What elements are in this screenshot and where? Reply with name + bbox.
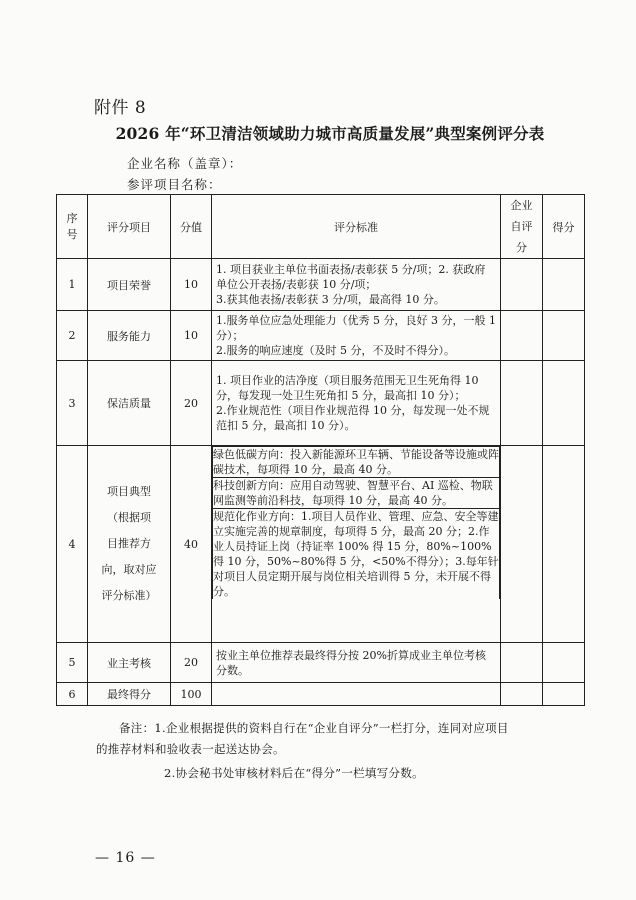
row-score: 10 bbox=[171, 259, 212, 311]
row-criteria bbox=[212, 311, 501, 361]
self-score-cell[interactable] bbox=[501, 311, 543, 361]
criteria-line: 3.获其他表扬/表彰获 3 分/项，最高得 10 分。 bbox=[216, 293, 445, 306]
row-score: 20 bbox=[171, 643, 212, 683]
note-line-1: 备注：1.企业根据提供的资料自行在“企业自评分”一栏打分，连同对应项目 bbox=[119, 721, 509, 735]
final-score-cell[interactable] bbox=[543, 259, 585, 311]
final-score-cell[interactable] bbox=[543, 361, 585, 446]
row-item: 保洁质量 bbox=[88, 361, 171, 446]
final-score-cell[interactable] bbox=[543, 643, 585, 683]
document-title: 2026 年“环卫清洁领域助力城市高质量发展”典型案例评分表 bbox=[115, 124, 545, 143]
self-score-cell[interactable] bbox=[501, 683, 543, 706]
table-row bbox=[57, 259, 585, 311]
self-score-cell[interactable] bbox=[501, 259, 543, 311]
row-number: 2 bbox=[57, 311, 88, 361]
header-score: 分值 bbox=[171, 195, 212, 259]
criteria-line: 1. 项目获业主单位书面表扬/表彰获 5 分/项；2. 获政府单位公开表扬/表彰获 10 分/项； bbox=[216, 263, 486, 291]
row-item bbox=[88, 446, 171, 643]
row-number: 1 bbox=[57, 259, 88, 311]
row-item: 服务能力 bbox=[88, 311, 171, 361]
header-final-score: 得分 bbox=[543, 195, 585, 259]
criteria-line: 2.作业规范性（项目作业规范得 10 分，每发现一处不规范扣 5 分，最高扣 10 分）。 bbox=[216, 404, 490, 432]
row-criteria bbox=[212, 683, 501, 706]
annex-label: 附件 8 bbox=[94, 98, 147, 118]
row-criteria bbox=[212, 361, 501, 446]
item-line: （根据项 bbox=[107, 511, 151, 524]
row-criteria bbox=[212, 446, 501, 643]
project-name-field: 参评项目名称： bbox=[127, 177, 222, 192]
row-item: 项目荣誉 bbox=[88, 259, 171, 311]
table-row bbox=[57, 311, 585, 361]
row-score: 100 bbox=[171, 683, 212, 706]
criteria-line: 1. 项目作业的洁净度（项目服务范围无卫生死角得 10 分，每发现一处卫生死角扣 5 分，最高扣 10 分）； bbox=[216, 374, 479, 402]
self-score-cell[interactable] bbox=[501, 361, 543, 446]
row-criteria bbox=[212, 643, 501, 683]
item-line: 目推荐方 bbox=[107, 537, 151, 550]
row-item: 最终得分 bbox=[88, 683, 171, 706]
company-name-field: 企业名称（盖章）： bbox=[127, 156, 243, 171]
item-line: 项目典型 bbox=[107, 485, 151, 498]
table-row bbox=[57, 683, 585, 706]
row-number: 4 bbox=[57, 446, 88, 643]
row-number: 5 bbox=[57, 643, 88, 683]
self-score-cell[interactable] bbox=[501, 446, 543, 643]
row-number: 3 bbox=[57, 361, 88, 446]
row-score: 10 bbox=[171, 311, 212, 361]
table-header-row bbox=[57, 195, 585, 259]
row-criteria bbox=[212, 259, 501, 311]
criteria-line: 按业主单位推荐表最终得分按 20%折算成业主单位考核分数。 bbox=[216, 648, 486, 677]
subcriteria-green: 绿色低碳方向：投入新能源环卫车辆、节能设备等设施或阵碳技术，每项得 10 分，最高 40 分。 bbox=[213, 448, 499, 476]
final-score-cell[interactable] bbox=[543, 446, 585, 643]
item-line: 向，取对应 bbox=[101, 563, 157, 576]
row-score: 20 bbox=[171, 361, 212, 446]
table-row bbox=[57, 446, 585, 643]
subcriteria-table bbox=[212, 446, 500, 599]
criteria-line: 2.服务的响应速度（及时 5 分，不及时不得分）。 bbox=[216, 344, 455, 357]
row-score: 40 bbox=[171, 446, 212, 643]
table-row bbox=[57, 361, 585, 446]
subcriteria-standard: 规范化作业方向：1.项目人员作业、管理、应急、安全等建立实施完善的规章制度，每项得 5 分，最高 20 分；2.作业人员持证上岗（持证率 100% 得 15 分，80%~100%得 10 分，50%~80%得 5 分，<50%不得分）；3.每年针对项目人员定期开展与岗位相关培训得 5 分，未开展不得分。 bbox=[213, 510, 499, 598]
header-item: 评分项目 bbox=[88, 195, 171, 259]
header-self-score: 企业自评分 bbox=[501, 195, 543, 259]
note-line-2: 的推荐材料和验收表一起送达协会。 bbox=[96, 742, 285, 756]
note-line-3: 2.协会秘书处审核材料后在“得分”一栏填写分数。 bbox=[164, 766, 424, 780]
page-number: — 16 — bbox=[95, 850, 156, 866]
criteria-line: 1.服务单位应急处理能力（优秀 5 分，良好 3 分，一般 1 分）； bbox=[216, 314, 496, 342]
subcriteria-tech: 科技创新方向：应用自动驾驶、智慧平台、AI 巡检、物联网监测等前沿科技，每项得 10 分，最高 40 分。 bbox=[213, 478, 500, 509]
table-row bbox=[57, 643, 585, 683]
row-number: 6 bbox=[57, 683, 88, 706]
row-item: 业主考核 bbox=[88, 643, 171, 683]
scoring-table bbox=[56, 194, 585, 706]
header-no: 序号 bbox=[57, 195, 88, 259]
self-score-cell[interactable] bbox=[501, 643, 543, 683]
final-score-cell[interactable] bbox=[543, 311, 585, 361]
final-score-cell[interactable] bbox=[543, 683, 585, 706]
item-line: 评分标准） bbox=[101, 589, 157, 602]
header-criteria: 评分标准 bbox=[212, 195, 501, 259]
